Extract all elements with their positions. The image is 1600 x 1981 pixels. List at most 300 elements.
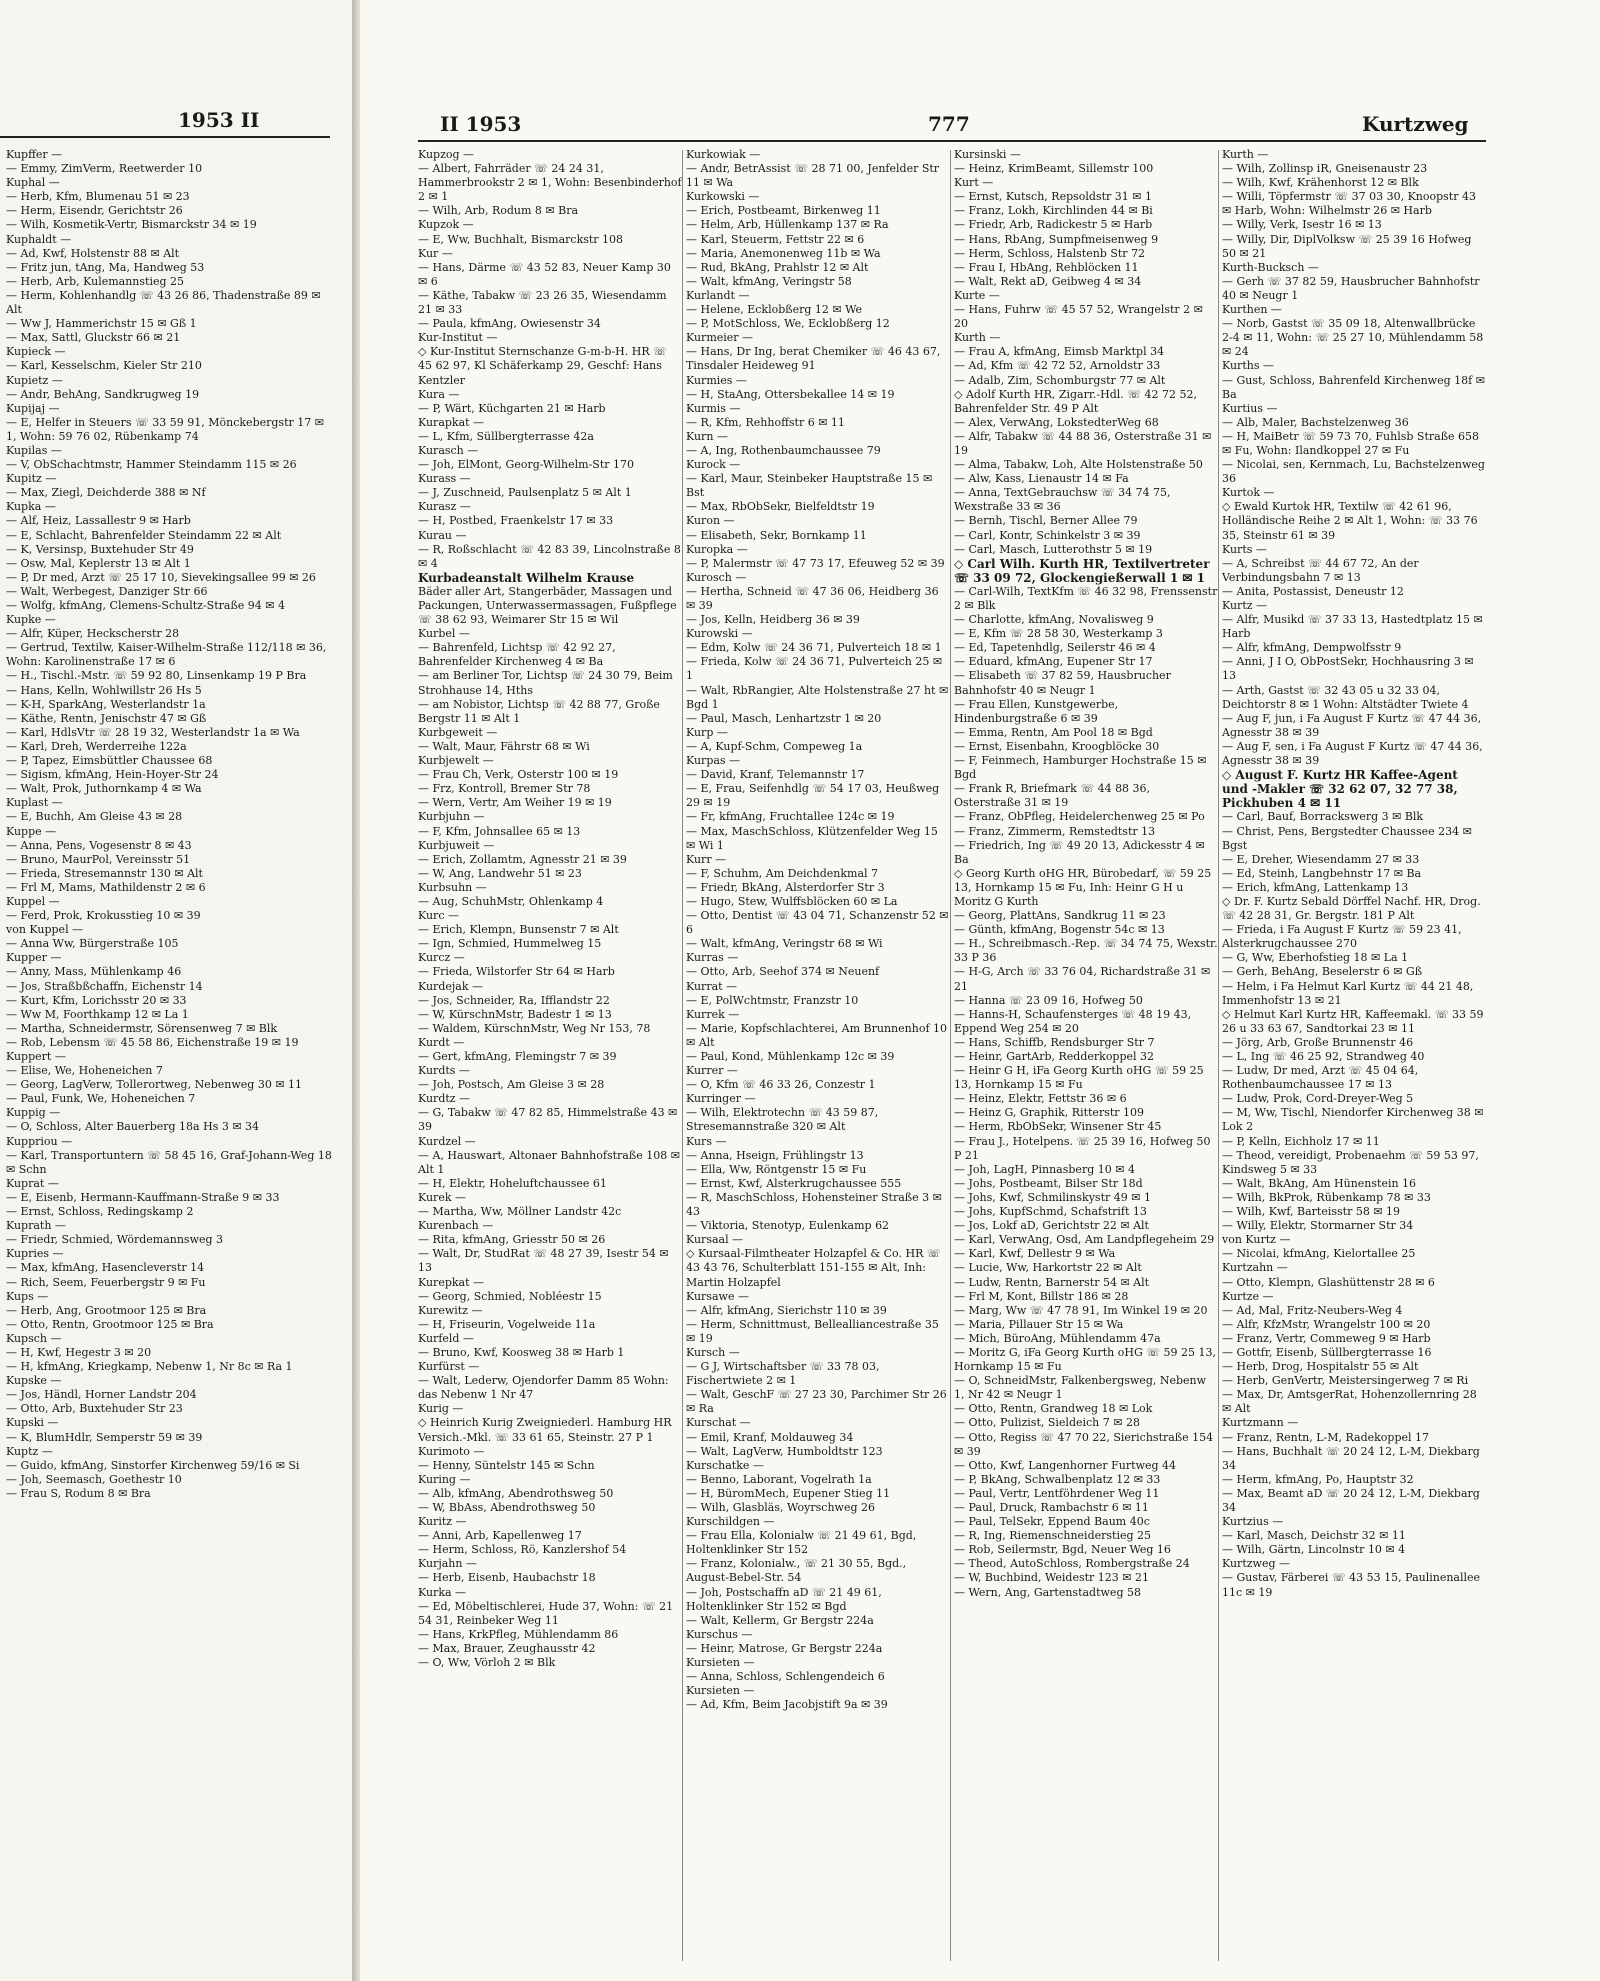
directory-entry: Kurn — [686, 429, 728, 443]
page-number: 777 [928, 112, 970, 136]
directory-entry: — Martha, Ww, Möllner Landstr 42c [418, 1205, 622, 1219]
directory-entry: — Aug F, jun, i Fa August F Kurtz ☏ 47 44 36, Agnesstr 38 ✉ 39 [1222, 711, 1482, 739]
directory-entry: — Gert, kfmAng, Flemingstr 7 ✉ 39 [418, 1050, 617, 1063]
directory-entry: — P, Wärt, Küchgarten 21 ✉ Harb [418, 401, 606, 415]
directory-entry: — E, Kfm ☏ 28 58 30, Westerkamp 3 [954, 627, 1163, 641]
directory-entry: Kurock — [686, 458, 741, 472]
directory-entry: — Fr, kfmAng, Fruchtallee 124c ✉ 19 [686, 810, 895, 824]
directory-entry: Kurasz — [418, 500, 471, 514]
directory-entry: Kurs — [686, 1134, 727, 1148]
directory-entry: ◇ Georg Kurth oHG HR, Bürobedarf, ☏ 59 25 13, Hornkamp 15 ✉ Fu, Inh: Heinr G H u Moritz G Kurth [954, 866, 1212, 908]
directory-entry: Kursieten — [686, 1684, 755, 1698]
directory-entry: — Frieda, Stresemannstr 130 ✉ Alt [6, 866, 203, 880]
directory-entry: — Anna, TextGebrauchsw ☏ 34 74 75, Wexstraße 33 ✉ 36 [954, 486, 1171, 514]
directory-entry: — Paul, Funk, We, Hoheneichen 7 [6, 1092, 196, 1106]
directory-entry: ◇ Adolf Kurth HR, Zigarr.-Hdl. ☏ 42 72 52, Bahrenfelder Str. 49 P Alt [954, 387, 1197, 415]
directory-entry: Kursieten — [686, 1656, 755, 1670]
directory-entry: — Joh, Postsch, Am Gleise 3 ✉ 28 [418, 1078, 605, 1092]
directory-entry: — Otto, Rentn, Grandweg 18 ✉ Lok [954, 1402, 1153, 1416]
directory-entry: — am Nobistor, Lichtsp ☏ 42 88 77, Große Bergstr 11 ✉ Alt 1 [418, 697, 660, 725]
directory-entry: — Rita, kfmAng, Griesstr 50 ✉ 26 [418, 1233, 606, 1247]
directory-entry: — Emil, Kranf, Moldauweg 34 [686, 1430, 854, 1444]
directory-entry: — Wilh, Elektrotechn ☏ 43 59 87, Stresemannstraße 320 ✉ Alt [686, 1106, 879, 1134]
directory-entry: — Friedr, BkAng, Alsterdorfer Str 3 [686, 880, 885, 894]
directory-entry: — Frieda, Kolw ☏ 24 36 71, Pulverteich 25 ✉ 1 [686, 655, 943, 683]
directory-entry: — R, Ing, Riemenschneiderstieg 25 [954, 1529, 1152, 1543]
directory-entry: von Kurtz — [1222, 1233, 1291, 1247]
directory-entry: — Theod, AutoSchloss, Rombergstraße 24 [954, 1557, 1190, 1571]
directory-entry: — Rich, Seem, Feuerbergstr 9 ✉ Fu [6, 1275, 206, 1289]
directory-entry: — Anna, Schloss, Schlengendeich 6 [686, 1670, 885, 1684]
directory-entry: — F, Feinmech, Hamburger Hochstraße 15 ✉ Bgd [954, 754, 1207, 782]
directory-entry: Kuppert — [6, 1050, 66, 1063]
page-gutter [352, 0, 360, 1981]
directory-entry: Kuritz — [418, 1515, 467, 1529]
directory-entry: Kurpas — [686, 754, 741, 768]
directory-entry: Kurthen — [1222, 303, 1282, 317]
directory-entry: — Alma, Tabakw, Loh, Alte Holstenstraße 50 [954, 458, 1203, 472]
directory-entry: — Frieda, i Fa August F Kurtz ☏ 59 23 41, Alsterkrugchaussee 270 [1222, 923, 1462, 951]
directory-entry: — Wilh, Kwf, Krähenhorst 12 ✉ Blk [1222, 176, 1419, 190]
directory-entry: — Hans, Schiffb, Rendsburger Str 7 [954, 1035, 1155, 1049]
directory-entry: — Otto, Arb, Buxtehuder Str 23 [6, 1402, 183, 1416]
directory-entry: Kursch — [686, 1345, 740, 1359]
directory-entry: — Walt, LagVerw, Humboldtstr 123 [686, 1444, 883, 1458]
directory-entry: — Willy, Verk, Isestr 16 ✉ 13 [1222, 218, 1382, 232]
directory-entry: — Walt, Kellerm, Gr Bergstr 224a [686, 1613, 874, 1627]
directory-entry: Kurtzius — [1222, 1515, 1284, 1529]
directory-entry: — Ernst, Eisenbahn, Kroogblöcke 30 [954, 739, 1160, 753]
directory-entry: — Karl, Dreh, Werderreihe 122a [6, 739, 187, 753]
directory-entry: — Heinr, GartArb, Redderkoppel 32 [954, 1050, 1155, 1063]
directory-entry: — Karl, Transportuntern ☏ 58 45 16, Graf-Johann-Weg 18 ✉ Schn [6, 1148, 332, 1176]
directory-entry: Kupka — [6, 500, 56, 514]
directory-entry: — Käthe, Rentn, Jenischstr 47 ✉ Gß [6, 711, 207, 725]
directory-entry: Kupper — [6, 951, 62, 965]
directory-entry: Kurass — [418, 472, 471, 486]
directory-entry: — Maria, Anemonenweg 11b ✉ Wa [686, 246, 881, 260]
directory-entry: — Karl, HdlsVtr ☏ 28 19 32, Westerlandstr 1a ✉ Wa [6, 725, 300, 739]
directory-entry: Kur — [418, 246, 453, 260]
directory-entry: — Hugo, Stew, Wulffsblöcken 60 ✉ La [686, 894, 898, 908]
directory-entry: — Ed, Möbeltischlerei, Hude 37, Wohn: ☏ 21 54 31, Reinbeker Weg 11 [418, 1599, 674, 1627]
directory-entry: Kurmies — [686, 373, 747, 387]
directory-entry: — Walt, Lederw, Ojendorfer Damm 85 Wohn: das Nebenw 1 Nr 47 [418, 1374, 669, 1402]
directory-entry: — Frau Ellen, Kunstgewerbe, Hindenburgstraße 6 ✉ 39 [954, 697, 1119, 725]
directory-entry: Kupries — [6, 1247, 64, 1261]
directory-entry: — H, Postbed, Fraenkelstr 17 ✉ 33 [418, 514, 614, 528]
directory-entry: — Georg, PlattAns, Sandkrug 11 ✉ 23 [954, 909, 1166, 923]
right-header-rule [418, 140, 1486, 142]
directory-entry: — Emmy, ZimVerm, Reetwerder 10 [6, 162, 203, 176]
directory-entry: Kurrek — [686, 1007, 740, 1021]
directory-entry: — Alfr, Musikd ☏ 37 33 13, Hastedtplatz 15 ✉ Harb [1222, 613, 1483, 641]
directory-entry: — Bahrenfeld, Lichtsp ☏ 42 92 27, Bahrenfelder Kirchenweg 4 ✉ Ba [418, 641, 616, 669]
directory-entry: — Heinz, KrimBeamt, Sillemstr 100 [954, 162, 1154, 176]
directory-entry: — Osw, Mal, Keplerstr 13 ✉ Alt 1 [6, 556, 191, 570]
directory-entry: von Kuppel — [6, 923, 84, 937]
directory-entry: — Helm, Arb, Hüllenkamp 137 ✉ Ra [686, 218, 889, 232]
directory-entry: — Rud, BkAng, Prahlstr 12 ✉ Alt [686, 260, 869, 274]
directory-entry: — Willy, Dir, DiplVolksw ☏ 25 39 16 Hofweg 50 ✉ 21 [1222, 232, 1472, 260]
directory-entry: — E, PolWchtmstr, Franzstr 10 [686, 993, 859, 1007]
directory-entry: — Bruno, Kwf, Koosweg 38 ✉ Harb 1 [418, 1345, 625, 1359]
directory-entry: — Eduard, kfmAng, Eupener Str 17 [954, 655, 1153, 669]
directory-entry: — Johs, Kwf, Schmilinskystr 49 ✉ 1 [954, 1190, 1151, 1204]
directory-entry: — Herm, Kohlenhandlg ☏ 43 26 86, Thadenstraße 89 ✉ Alt [6, 288, 321, 317]
directory-entry: — Erich, Zollamtm, Agnesstr 21 ✉ 39 [418, 852, 627, 866]
directory-entry: — Ad, Mal, Fritz-Neubers-Weg 4 [1222, 1303, 1403, 1317]
directory-entry: — Wilh, Arb, Rodum 8 ✉ Bra [418, 204, 579, 218]
directory-entry: Kurdts — [418, 1064, 470, 1078]
directory-entry: Kurts — [1222, 542, 1267, 556]
directory-entry: — Walt, Maur, Fährstr 68 ✉ Wi [418, 739, 590, 753]
directory-entry: — Wilh, Zollinsp iR, Gneisenaustr 23 [1222, 162, 1428, 176]
directory-entry: Kursawe — [686, 1289, 749, 1303]
directory-entry: — Ww M, Foorthkamp 12 ✉ La 1 [6, 1007, 189, 1021]
directory-entry: — V, ObSchachtmstr, Hammer Steindamm 115 ✉ 26 [6, 458, 297, 472]
directory-entry: Kupke — [6, 613, 56, 627]
directory-entry: — Paul, Druck, Rambachstr 6 ✉ 11 [954, 1501, 1149, 1514]
directory-entry: — Ad, Kfm ☏ 42 72 52, Arnoldstr 33 [954, 359, 1161, 373]
directory-entry: — Ludw, Rentn, Barnerstr 54 ✉ Alt [954, 1275, 1150, 1289]
directory-entry: — Gustav, Färberei ☏ 43 53 15, Paulinenallee 11c ✉ 19 [1222, 1571, 1481, 1599]
directory-entry: Kurt — [954, 176, 994, 190]
directory-entry: Kurtze — [1222, 1289, 1274, 1303]
directory-entry: — Karl, Kesselschm, Kieler Str 210 [6, 359, 202, 373]
directory-entry: ◇ Heinrich Kurig Zweigniederl. Hamburg HR Versich.-Mkl. ☏ 33 61 65, Steinstr. 27 P 1 [418, 1416, 672, 1444]
directory-entry: — Helene, Ecklobßerg 12 ✉ We [686, 303, 863, 317]
directory-entry: — Wern, Vertr, Am Weiher 19 ✉ 19 [418, 796, 612, 810]
directory-entry: — Hans, KrkPfleg, Mühlendamm 86 [418, 1627, 619, 1641]
directory-entry: — Wern, Ang, Gartenstadtweg 58 [954, 1585, 1141, 1599]
directory-entry: — Ernst, Schloss, Redingskamp 2 [6, 1205, 194, 1219]
directory-entry: — G J, Wirtschaftsber ☏ 33 78 03, Fischertwiete 2 ✉ 1 [686, 1360, 880, 1388]
directory-entry: — Rob, Lebensm ☏ 45 58 86, Eichenstraße 19 ✉ 19 [6, 1035, 299, 1049]
directory-entry: — Franz, Lokh, Kirchlinden 44 ✉ Bi [954, 204, 1153, 218]
directory-entry: Kupffer — [6, 148, 63, 161]
directory-entry: — Elisabeth ☏ 37 82 59, Hausbrucher Bahnhofstr 40 ✉ Neugr 1 [954, 669, 1171, 697]
directory-entry: Kuppig — [6, 1106, 61, 1120]
directory-entry: Bäder aller Art, Stangerbäder, Massagen und Packungen, Unterwassermassagen, Fußpflege ☏ 38 62 93, Weimarer Str 15 ✉ Wil [418, 584, 677, 627]
directory-entry: Kurdzel — [418, 1134, 476, 1148]
directory-entry: — Herb, Arb, Kulemannstieg 25 [6, 274, 185, 288]
directory-entry: Kurowski — [686, 627, 753, 641]
directory-entry: — Bruno, MaurPol, Vereinsstr 51 [6, 852, 191, 866]
directory-entry: — Paul, Vertr, Lentföhrdener Weg 11 [954, 1486, 1160, 1500]
directory-entry: — A, Kupf-Schm, Compeweg 1a [686, 739, 863, 753]
directory-entry: Kupijaj — [6, 401, 60, 415]
directory-entry: — Franz, Zimmerm, Remstedtstr 13 [954, 824, 1156, 838]
directory-entry: — am Berliner Tor, Lichtsp ☏ 24 30 79, Beim Strohhause 14, Hths [418, 669, 673, 697]
directory-entry: — E, Ww, Buchhalt, Bismarckstr 108 [418, 232, 624, 246]
directory-entry: Kurdtz — [418, 1092, 471, 1106]
directory-entry: — Hanna ☏ 23 09 16, Hofweg 50 [954, 993, 1143, 1007]
directory-entry: — H, MaiBetr ☏ 59 73 70, Fuhlsb Straße 658 ✉ Fu, Wohn: Ilandkoppel 27 ✉ Fu [1222, 429, 1480, 457]
directory-entry: — Anna Ww, Bürgerstraße 105 [6, 937, 179, 951]
directory-entry: Kurek — [418, 1190, 466, 1204]
directory-entry: Kursinski — [954, 148, 1021, 161]
directory-entry: — Carl, Bauf, Borrackswerg 3 ✉ Blk [1222, 810, 1424, 824]
directory-entry: Kur-Institut — [418, 331, 498, 345]
directory-entry: Kurtius — [1222, 401, 1278, 415]
directory-entry: Kurbjewelt — [418, 754, 494, 768]
directory-entry: — W, Buchbind, Weidestr 123 ✉ 21 [954, 1571, 1149, 1585]
directory-entry: Kupski — [6, 1416, 59, 1430]
directory-entry: — Herm, Schloss, Rö, Kanzlershof 54 [418, 1543, 627, 1557]
directory-entry: — A, Hauswart, Altonaer Bahnhofstraße 108 ✉ Alt 1 [418, 1148, 680, 1176]
directory-entry: Kurras — [686, 951, 739, 965]
directory-entry: — E, Helfer in Steuers ☏ 33 59 91, Mönckebergstr 17 ✉ 1, Wohn: 59 76 02, Rübenkamp 74 [6, 415, 324, 443]
directory-entry: Kurewitz — [418, 1303, 483, 1317]
directory-entry: — Hanns-H, Schaufensterges ☏ 48 19 43, Eppend Weg 254 ✉ 20 [954, 1007, 1192, 1035]
directory-entry: Kuppriou — [6, 1134, 73, 1148]
directory-entry: — Nicolai, sen, Kernmach, Lu, Bachstelzenweg 36 [1222, 458, 1485, 486]
directory-entry: — Frieda, Wilstorfer Str 64 ✉ Harb [418, 965, 615, 979]
right-page-header-right: Kurtzweg [1362, 112, 1469, 136]
directory-entry: — W, BbAss, Abendrothsweg 50 [418, 1501, 596, 1514]
directory-entry: — Hans, Kelln, Wohlwillstr 26 Hs 5 [6, 683, 202, 697]
directory-entry: — Otto, Klempn, Glashüttenstr 28 ✉ 6 [1222, 1275, 1435, 1289]
directory-entry: Kurths — [1222, 359, 1274, 373]
directory-entry: Kurschildgen — [686, 1515, 775, 1529]
directory-entry: — Alfr, KfzMstr, Wrangelstr 100 ✉ 20 [1222, 1317, 1431, 1331]
directory-entry: — Friedr, Schmied, Wördemannsweg 3 [6, 1233, 224, 1247]
directory-entry: — Wilh, Glasbläs, Woyrschweg 26 [686, 1501, 875, 1514]
directory-entry: — Hans, Buchhalt ☏ 20 24 12, L-M, Diekbarg 34 [1222, 1444, 1480, 1472]
directory-entry: — Henny, Süntelstr 145 ✉ Schn [418, 1458, 595, 1472]
directory-entry: — Alfr, Küper, Heckscherstr 28 [6, 627, 180, 641]
directory-entry: ◇ Kur-Institut Sternschanze G-m-b-H. HR ☏ 45 62 97, Kl Schäferkamp 29, Geschf: Hans Kentzler [418, 345, 667, 387]
directory-entry: — Otto, Dentist ☏ 43 04 71, Schanzenstr 52 ✉ 6 [686, 909, 949, 937]
directory-entry: Kurth — [954, 331, 1001, 345]
directory-entry: — O, SchneidMstr, Falkenbergsweg, Nebenw 1, Nr 42 ✉ Neugr 1 [954, 1374, 1207, 1402]
directory-entry: Kurau — [418, 528, 467, 542]
directory-entry: Kupsch — [6, 1331, 62, 1345]
directory-entry: — Herb, Kfm, Blumenau 51 ✉ 23 [6, 190, 190, 204]
directory-entry: — H., Schreibmasch.-Rep. ☏ 34 74 75, Wexstr. 33 P 36 [954, 937, 1218, 965]
directory-entry: — Sigism, kfmAng, Hein-Hoyer-Str 24 [6, 768, 219, 782]
directory-entry: Kura — [418, 387, 460, 401]
directory-entry: — Hans, Därme ☏ 43 52 83, Neuer Kamp 30 ✉ 6 [418, 260, 671, 288]
directory-entry: Kurp — [686, 725, 728, 739]
directory-entry: Kupske — [6, 1374, 62, 1388]
directory-entry: — Christ, Pens, Bergstedter Chaussee 234 ✉ Bgst [1222, 824, 1472, 852]
directory-entry: — Emma, Rentn, Am Pool 18 ✉ Bgd [954, 725, 1153, 739]
directory-entry: — Walt, Rekt aD, Geibweg 4 ✉ 34 [954, 274, 1142, 288]
directory-entry: — Walt, Dr, StudRat ☏ 48 27 39, Isestr 54 ✉ 13 [418, 1247, 669, 1275]
directory-entry: Kurschat — [686, 1416, 751, 1430]
directory-entry: — F, Kfm, Johnsallee 65 ✉ 13 [418, 824, 581, 838]
directory-entry: — K-H, SparkAng, Westerlandstr 1a [6, 697, 206, 711]
directory-entry: — Frau Ella, Kolonialw ☏ 21 49 61, Bgd, Holtenklinker Str 152 [686, 1529, 917, 1557]
directory-entry: Kupieck — [6, 345, 66, 359]
directory-entry: — Carl, Masch, Lutterothstr 5 ✉ 19 [954, 542, 1153, 556]
directory-entry: — Charlotte, kfmAng, Novalisweg 9 [954, 613, 1154, 627]
directory-entry: ◇ August F. Kurtz HR Kaffee-Agent und -Makler ☏ 32 62 07, 32 77 38, Pickhuben 4 ✉ 11 [1222, 768, 1458, 811]
directory-entry: Kurbgeweit — [418, 725, 498, 739]
directory-entry: — Kurt, Kfm, Lorichsstr 20 ✉ 33 [6, 993, 187, 1007]
directory-entry: — Friedr, Arb, Radickestr 5 ✉ Harb [954, 218, 1153, 232]
directory-entry: — M, Ww, Tischl, Niendorfer Kirchenweg 38 ✉ Lok 2 [1222, 1106, 1484, 1134]
directory-entry: — P, MotSchloss, We, Ecklobßerg 12 [686, 317, 890, 331]
directory-entry: Kurrat — [686, 979, 738, 993]
directory-entry: — Aug F, sen, i Fa August F Kurtz ☏ 47 44 36, Agnesstr 38 ✉ 39 [1222, 739, 1483, 768]
directory-entry: — Herm, Eisendr, Gerichtstr 26 [6, 204, 183, 218]
directory-entry: Kurschatke — [686, 1458, 764, 1472]
directory-entry: Kurmis — [686, 401, 741, 415]
directory-entry: — Otto, Regiss ☏ 47 70 22, Sierichstraße 154 ✉ 39 [954, 1430, 1214, 1458]
directory-entry: — Joh, LagH, Pinnasberg 10 ✉ 4 [954, 1162, 1135, 1176]
directory-entry: — G, Tabakw ☏ 47 82 85, Himmelstraße 43 ✉ 39 [418, 1106, 678, 1134]
directory-entry: — Moritz G, iFa Georg Kurth oHG ☏ 59 25 13, Hornkamp 15 ✉ Fu [954, 1345, 1216, 1374]
directory-entry: Kups — [6, 1289, 49, 1303]
directory-entry: — A, Ing, Rothenbaumchaussee 79 [686, 443, 881, 457]
directory-entry: Kurrer — [686, 1064, 738, 1078]
directory-entry: — Mich, BüroAng, Mühlendamm 47a [954, 1331, 1161, 1345]
directory-entry: — K, Versinsp, Buxtehuder Str 49 [6, 542, 194, 556]
directory-entry: — Paul, Masch, Lenhartzstr 1 ✉ 20 [686, 711, 882, 725]
directory-entry: — W, Ang, Landwehr 51 ✉ 23 [418, 866, 582, 880]
column-divider [950, 150, 951, 1961]
directory-entry: — L, Ing ☏ 46 25 92, Strandweg 40 [1222, 1050, 1425, 1063]
directory-entry: — Benno, Laborant, Vogelrath 1a [686, 1472, 872, 1486]
directory-entry: — Albert, Fahrräder ☏ 24 24 31, Hammerbrookstr 2 ✉ 1, Wohn: Besenbinderhof 2 ✉ 1 [418, 162, 682, 204]
directory-entry: — Herb, Ang, Grootmoor 125 ✉ Bra [6, 1303, 207, 1317]
directory-entry: — Willy, Elektr, Stormarner Str 34 [1222, 1219, 1414, 1233]
directory-entry: Kupzok — [418, 218, 474, 232]
directory-entry: — Herm, Schnittmust, Bellealliancestraße 35 ✉ 19 [686, 1317, 939, 1345]
directory-entry: — H, Kwf, Hegestr 3 ✉ 20 [6, 1345, 152, 1359]
directory-entry: — Anna, Pens, Vogesenstr 8 ✉ 43 [6, 838, 192, 852]
directory-entry: Kurfeld — [418, 1331, 474, 1345]
directory-entry: — P, Kelln, Eichholz 17 ✉ 11 [1222, 1134, 1380, 1148]
directory-entry: Kuphal — [6, 176, 60, 190]
directory-entry: — Walt, Werbegest, Danziger Str 66 [6, 584, 208, 598]
directory-entry: — Ludw, Dr med, Arzt ☏ 45 04 64, Rothenbaumchaussee 17 ✉ 13 [1222, 1064, 1419, 1092]
directory-entry: ◇ Ewald Kurtok HR, Textilw ☏ 42 61 96, Holländische Reihe 2 ✉ Alt 1, Wohn: ☏ 33 76 35, Steinstr 61 ✉ 39 [1222, 500, 1478, 542]
directory-entry: — A, Schreibst ☏ 44 67 72, An der Verbindungsbahn 7 ✉ 13 [1222, 556, 1419, 584]
directory-entry: — Anna, Hseign, Frühlingstr 13 [686, 1148, 864, 1162]
directory-entry: — Alf, Heiz, Lassallestr 9 ✉ Harb [6, 514, 191, 528]
directory-entry: — Elisabeth, Sekr, Bornkamp 11 [686, 528, 867, 542]
directory-entry: — Wilh, BkProk, Rübenkamp 78 ✉ 33 [1222, 1190, 1431, 1204]
directory-entry: Kurbel — [418, 627, 470, 641]
directory-entry: — Walt, GeschF ☏ 27 23 30, Parchimer Str 26 ✉ Ra [686, 1388, 947, 1416]
directory-entry: — Ernst, Kutsch, Repsoldstr 31 ✉ 1 [954, 190, 1152, 204]
directory-entry: — Hans, Dr Ing, berat Chemiker ☏ 46 43 67, Tinsdaler Heideweg 91 [686, 345, 941, 373]
directory-entry: — Max, Ziegl, Deichderde 388 ✉ Nf [6, 486, 206, 500]
directory-entry: — Otto, Rentn, Grootmoor 125 ✉ Bra [6, 1317, 214, 1331]
directory-entry: Kupietz — [6, 373, 63, 387]
directory-entry: — Frz, Kontroll, Bremer Str 78 [418, 782, 591, 796]
directory-entry: Kurmeier — [686, 331, 754, 345]
directory-entry: — Wilh, Kwf, Barteisstr 58 ✉ 19 [1222, 1205, 1401, 1219]
directory-entry: Kurc — [418, 909, 459, 923]
directory-entry: — Gertrud, Textilw, Kaiser-Wilhelm-Straße 112/118 ✉ 36, Wohn: Karolinenstraße 17 ✉ 6 [6, 641, 327, 669]
directory-entry: — Jos, Lokf aD, Gerichtstr 22 ✉ Alt [954, 1219, 1149, 1233]
directory-entry: Kurig — [418, 1402, 464, 1416]
directory-entry: — Maria, Pillauer Str 15 ✉ Wa [954, 1317, 1124, 1331]
directory-entry: — Max, kfmAng, Hasencleverstr 14 [6, 1261, 205, 1275]
directory-entry: — J, Zuschneid, Paulsenplatz 5 ✉ Alt 1 [418, 486, 632, 500]
directory-entry: — Heinr, Matrose, Gr Bergstr 224a [686, 1641, 883, 1655]
directory-entry: — Frl M, Kont, Billstr 186 ✉ 28 [954, 1289, 1129, 1303]
directory-entry: — Otto, Arb, Seehof 374 ✉ Neuenf [686, 965, 880, 979]
directory-entry: — Max, Sattl, Gluckstr 66 ✉ 21 [6, 331, 181, 345]
directory-entry: Kurdejak — [418, 979, 484, 993]
directory-entry: ◇ Dr. F. Kurtz Sebald Dörffel Nachf. HR, Drog. ☏ 42 28 31, Gr. Bergstr. 181 P Alt [1222, 894, 1481, 923]
directory-entry: — Andr, BetrAssist ☏ 28 71 00, Jenfelder Str 11 ✉ Wa [686, 162, 940, 190]
directory-entry: — Ad, Kfm, Beim Jacobjstift 9a ✉ 39 [686, 1698, 888, 1712]
directory-entry: — E, Schlacht, Bahrenfelder Steindamm 22 ✉ Alt [6, 528, 282, 542]
directory-entry: — Johs, Postbeamt, Bilser Str 18d [954, 1176, 1143, 1190]
directory-entry: — Frau J., Hotelpens. ☏ 25 39 16, Hofweg 50 P 21 [954, 1134, 1211, 1162]
directory-entry: — Walt, BkAng, Am Hünenstein 16 [1222, 1176, 1417, 1190]
directory-entry: — Walt, kfmAng, Veringstr 58 [686, 274, 852, 288]
directory-entry: — Max, MaschSchloss, Klützenfelder Weg 15 ✉ Wi 1 [686, 824, 938, 852]
directory-entry: — H., Tischl.-Mstr. ☏ 59 92 80, Linsenkamp 19 P Bra [6, 669, 307, 683]
directory-entry: Kurapkat — [418, 415, 485, 429]
directory-entry: — Nicolai, kfmAng, Kielortallee 25 [1222, 1247, 1416, 1261]
directory-entry: Kupzog — [418, 148, 475, 161]
directory-entry: — Lucie, Ww, Harkortstr 22 ✉ Alt [954, 1261, 1142, 1275]
directory-entry: — Georg, LagVerw, Tollerortweg, Nebenweg 30 ✉ 11 [6, 1078, 303, 1092]
directory-entry: — Rob, Seilermstr, Bgd, Neuer Weg 16 [954, 1543, 1171, 1557]
directory-entry: — Martha, Schneidermstr, Sörensenweg 7 ✉ Blk [6, 1021, 278, 1035]
directory-entry: Kurtzmann — [1222, 1416, 1299, 1430]
directory-entry: Kurjahn — [418, 1557, 477, 1571]
directory-entry: — F, Schuhm, Am Deichdenkmal 7 [686, 866, 879, 880]
directory-entry: Kurkowski — [686, 190, 760, 204]
directory-entry: — Gust, Schloss, Bahrenfeld Kirchenweg 18f ✉ Ba [1222, 373, 1485, 401]
directory-entry: — H, Friseurin, Vogelweide 11a [418, 1317, 596, 1331]
directory-entry: — Gerh ☏ 37 82 59, Hausbrucher Bahnhofstr 40 ✉ Neugr 1 [1222, 274, 1480, 302]
directory-entry: Kuron — [686, 514, 735, 528]
directory-entry: Kurenbach — [418, 1219, 494, 1233]
directory-entry: — Marie, Kopfschlachterei, Am Brunnenhof 10 ✉ Alt [686, 1021, 948, 1049]
directory-entry: Kurosch — [686, 570, 747, 584]
directory-entry: — Hertha, Schneid ☏ 47 36 06, Heidberg 36 ✉ 39 [686, 584, 939, 612]
directory-entry: — Günth, kfmAng, Bogenstr 54c ✉ 13 [954, 923, 1165, 937]
directory-entry: — Alw, Kass, Lienaustr 14 ✉ Fa [954, 472, 1129, 486]
directory-entry: — Frau A, kfmAng, Eimsb Marktpl 34 [954, 345, 1165, 359]
directory-entry: — Arth, Gastst ☏ 32 43 05 u 32 33 04, Deichtorstr 8 ✉ 1 Wohn: Altstädter Twiete 4 [1222, 683, 1469, 711]
directory-entry: — Max, Brauer, Zeughausstr 42 [418, 1641, 596, 1655]
directory-entry: — Karl, Steuerm, Fettstr 22 ✉ 6 [686, 232, 865, 246]
directory-entry: — Franz, Rentn, L-M, Radekoppel 17 [1222, 1430, 1430, 1444]
directory-entry: — Walt, RbRangier, Alte Holstenstraße 27 ht ✉ Bgd 1 [686, 683, 949, 711]
directory-entry: — Herb, GenVertr, Meistersingerweg 7 ✉ Ri [1222, 1374, 1469, 1388]
directory-entry: — Herm, RbObSekr, Winsener Str 45 [954, 1120, 1162, 1134]
directory-entry: — E, Eisenb, Hermann-Kauffmann-Straße 9 ✉ 33 [6, 1190, 280, 1204]
directory-entry: Kuring — [418, 1472, 471, 1486]
directory-entry: — Ferd, Prok, Krokusstieg 10 ✉ 39 [6, 909, 201, 923]
column-divider [682, 150, 683, 1961]
directory-entry: — Carl, Kontr, Schinkelstr 3 ✉ 39 [954, 528, 1141, 542]
directory-entry: — Erich, Postbeamt, Birkenweg 11 [686, 204, 881, 218]
directory-entry: — Ed, Steinh, Langbehnstr 17 ✉ Ba [1222, 866, 1422, 880]
directory-entry: ◇ Carl Wilh. Kurth HR, Textilvertreter ☏ 33 09 72, Glockengießerwall 1 ✉ 1 [954, 556, 1210, 585]
directory-entry: — Jos, Händl, Horner Landstr 204 [6, 1388, 197, 1402]
directory-entry: — Erich, Klempn, Bunsenstr 7 ✉ Alt [418, 923, 619, 937]
directory-entry: — Alb, kfmAng, Abendrothsweg 50 [418, 1486, 614, 1500]
directory-entry: — Max, Dr, AmtsgerRat, Hohenzollernring 28 ✉ Alt [1222, 1388, 1477, 1416]
directory-entry: — Max, RbObSekr, Bielfeldtstr 19 [686, 500, 875, 514]
column-1 [418, 148, 682, 1961]
directory-entry: Kurtzweg — [1222, 1557, 1290, 1571]
directory-entry: — W, KürschnMstr, Badestr 1 ✉ 13 [418, 1007, 612, 1021]
